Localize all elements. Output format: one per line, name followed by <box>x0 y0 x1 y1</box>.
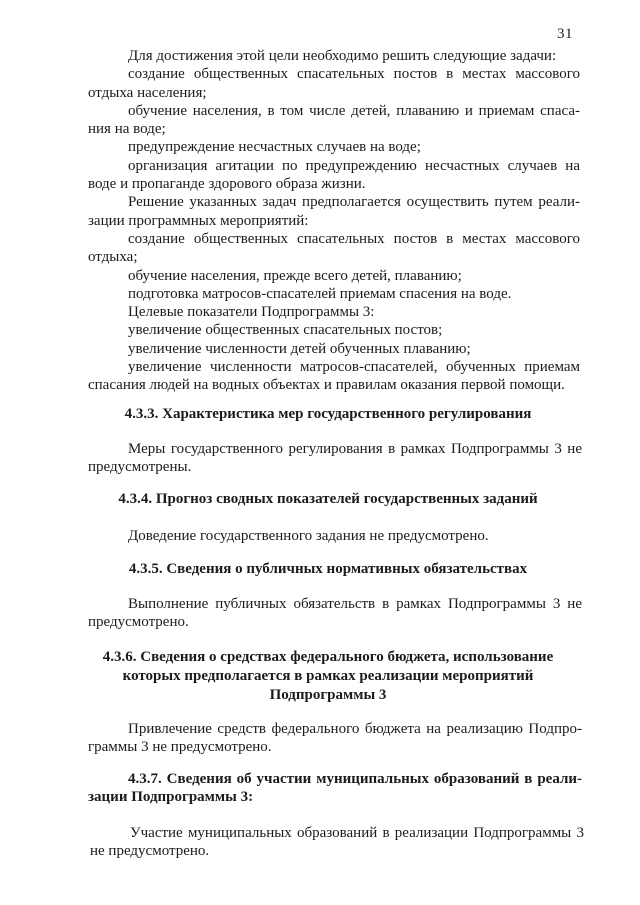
section-heading: 4.3.7. Сведения об участии муниципальных образований в реали-зации Подпрограммы 3: <box>88 771 582 806</box>
paragraph: обучение населения, в том числе детей, плаванию и приемам спаса-ния на воде; <box>88 102 580 138</box>
section-heading: 4.3.4. Прогноз сводных показателей государственных заданий <box>118 491 538 507</box>
section-heading: 4.3.5. Сведения о публичных нормативных обязательствах <box>128 561 528 577</box>
section-body <box>88 595 582 632</box>
paragraph: предупреждение несчастных случаев на воде; <box>128 139 421 156</box>
paragraph: создание общественных спасательных постов в местах массового отдыха; <box>88 230 580 266</box>
section-heading-line: которых предполагается в рамках реализации мероприятий <box>122 668 534 684</box>
page-number: 31 <box>557 26 573 42</box>
paragraph: подготовка матросов-спасателей приемам спасения на воде. <box>128 285 512 302</box>
section-body <box>88 440 582 477</box>
paragraph: организация агитации по предупреждению несчастных случаев на воде и пропаганде здорового образа жизни. <box>88 157 580 193</box>
section-heading-line: Подпрограммы 3 <box>269 687 387 703</box>
paragraph: увеличение численности матросов-спасателей, обученных приемам спасания людей на водных объектах и правилам оказания первой помощи. <box>88 359 580 394</box>
section-heading-line: 4.3.6. Сведения о средствах федерального бюджета, использование <box>102 649 554 665</box>
paragraph: Решение указанных задач предполагается осуществить путем реали-зации программных мероприятий: <box>88 194 580 229</box>
paragraph: создание общественных спасательных постов в местах массового отдыха населения; <box>88 66 580 101</box>
paragraph: Целевые показатели Подпрограммы 3: <box>128 304 375 321</box>
paragraph: Для достижения этой цели необходимо решить следующие задачи: <box>128 48 557 64</box>
intro-block <box>88 47 580 395</box>
paragraph: Меры государственного регулирования в рамках Подпрограммы 3 не предусмотрены. <box>88 441 582 476</box>
section-heading: 4.3.3. Характеристика мер государственного регулирования <box>124 406 532 422</box>
section-body <box>88 527 582 545</box>
section-body <box>88 720 582 757</box>
paragraph: обучение населения, прежде всего детей, плаванию; <box>128 267 462 284</box>
paragraph: Доведение государственного задания не предусмотрено. <box>128 528 489 544</box>
paragraph: увеличение численности детей обученных плаванию; <box>128 340 471 357</box>
section-body <box>90 824 584 861</box>
paragraph: увеличение общественных спасательных постов; <box>128 322 443 339</box>
paragraph: Выполнение публичных обязательств в рамках Подпрограммы 3 не предусмотрено. <box>88 596 582 631</box>
paragraph: Участие муниципальных образований в реализации Подпрограммы 3 не предусмотрено. <box>90 825 584 860</box>
paragraph: Привлечение средств федерального бюджета на реализацию Подпро-граммы 3 не предусмотрено. <box>88 721 582 756</box>
section-heading-block <box>88 770 582 807</box>
